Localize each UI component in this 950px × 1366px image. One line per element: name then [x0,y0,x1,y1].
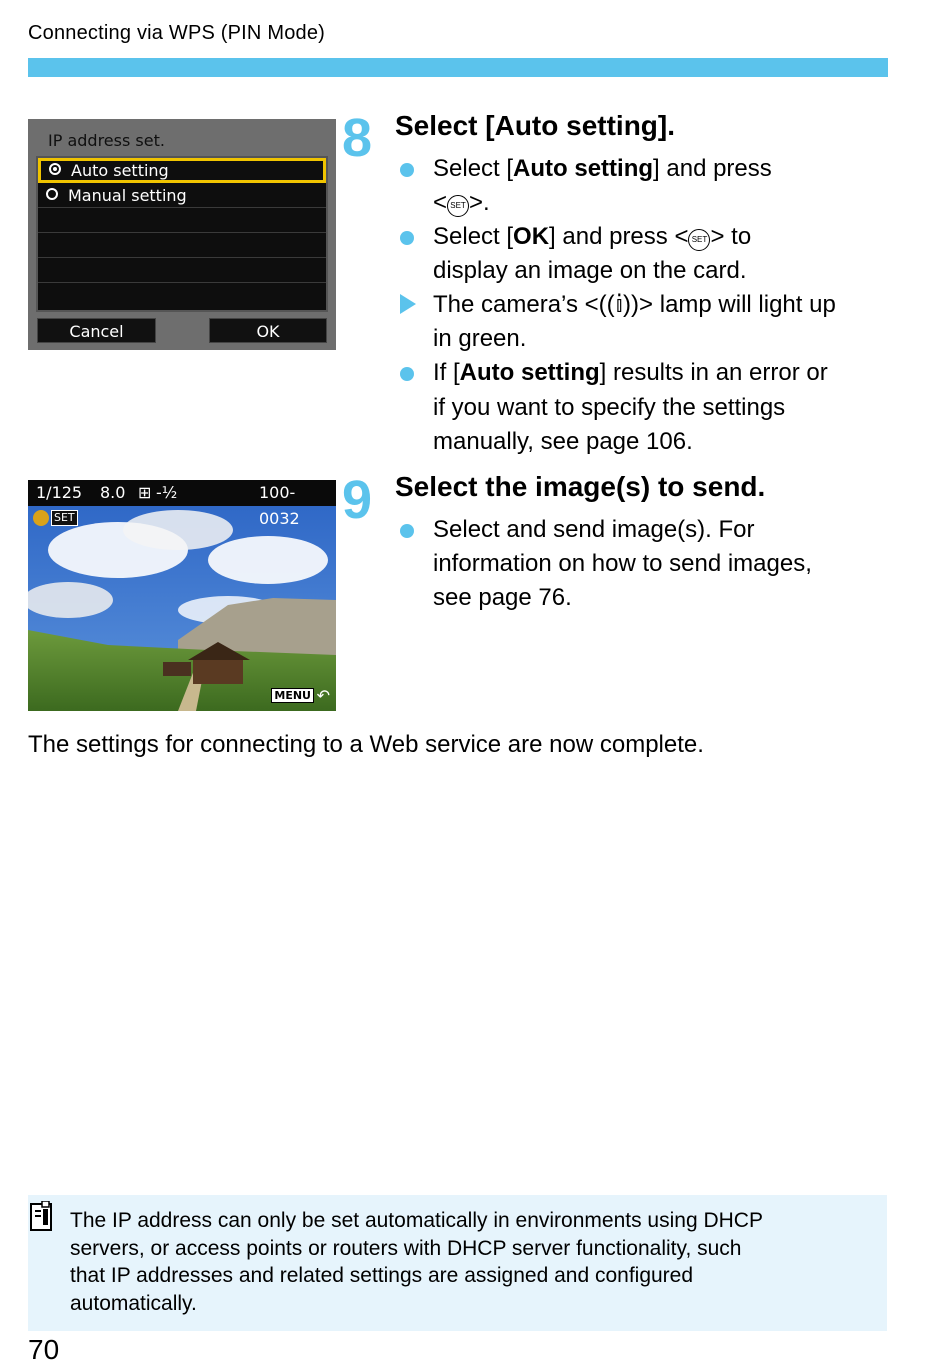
set-button-icon: SET [447,195,469,217]
web-service-badge [33,510,78,526]
step-bullet: Select [Auto setting] and press [433,155,772,182]
cancel-button[interactable]: Cancel [37,318,156,343]
result-arrow-icon [400,294,416,314]
step-bullet: Select and send image(s). For [433,516,755,543]
running-header: Connecting via WPS (PIN Mode) [28,22,326,44]
step-bullet-cont: < SET >. [433,189,490,216]
screen-title: IP address set. [48,131,165,150]
bullet-icon [400,367,414,381]
set-button-icon: SET [688,229,710,251]
exposure-comp: -½ [156,483,178,502]
step-result-cont: in green. [433,325,527,352]
return-arrow-icon: ↶ [316,686,330,705]
step-result: The camera’s <((𝕚))> lamp will light up [433,291,836,318]
step-number: 9 [342,470,373,530]
note-text: The IP address can only be set automatically in environments using DHCP servers, or access points or routers with DHCP server functionality, such that IP addresses and related settings are assigned and configured automatically. [70,1209,763,1315]
step-bullet: Select [OK] and press < SET > to [433,223,752,250]
step-bullet-cont: manually, see page 106. [433,428,693,455]
step-number: 8 [342,108,373,168]
ip-address-screen [28,119,336,350]
aperture: 8.0 [100,483,126,502]
menu-tag: MENU [271,688,314,703]
step-bullet-cont: display an image on the card. [433,257,747,284]
bullet-icon [400,231,414,245]
options-list [36,156,328,312]
bullet-icon [400,524,414,538]
note-box [28,1195,887,1331]
header-bar [28,58,888,77]
step-title: Select the image(s) to send. [395,471,766,502]
bullet-icon [400,163,414,177]
file-number: 100-0032 [259,483,300,528]
option-label: Manual setting [68,186,187,205]
empty-row [38,258,326,283]
wireless-lamp-icon: ((𝕚)) [598,291,640,318]
step-bullet: If [Auto setting] results in an error or [433,359,828,386]
empty-row [38,208,326,233]
radio-unselected-icon [46,188,58,200]
globe-icon [33,510,49,526]
option-manual-setting[interactable] [38,183,326,208]
set-tag: SET [51,510,78,526]
shutter-speed: 1/125 [36,483,83,502]
ok-button[interactable]: OK [209,318,327,343]
option-auto-setting[interactable] [38,158,326,183]
step-bullet-cont: see page 76. [433,584,572,611]
completion-text: The settings for connecting to a Web service are now complete. [28,731,704,758]
option-label: Auto setting [71,161,169,180]
empty-row [38,233,326,258]
step-bullet-cont: if you want to specify the settings [433,394,786,421]
memo-icon [30,1201,52,1231]
playback-screen [28,480,336,711]
radio-selected-icon [49,163,61,175]
step-bullet-cont: information on how to send images, [433,550,812,577]
step-title: Select [Auto setting]. [395,110,676,141]
page-number: 70 [28,1334,60,1365]
exposure-comp-icon: ⊞ [138,483,152,502]
